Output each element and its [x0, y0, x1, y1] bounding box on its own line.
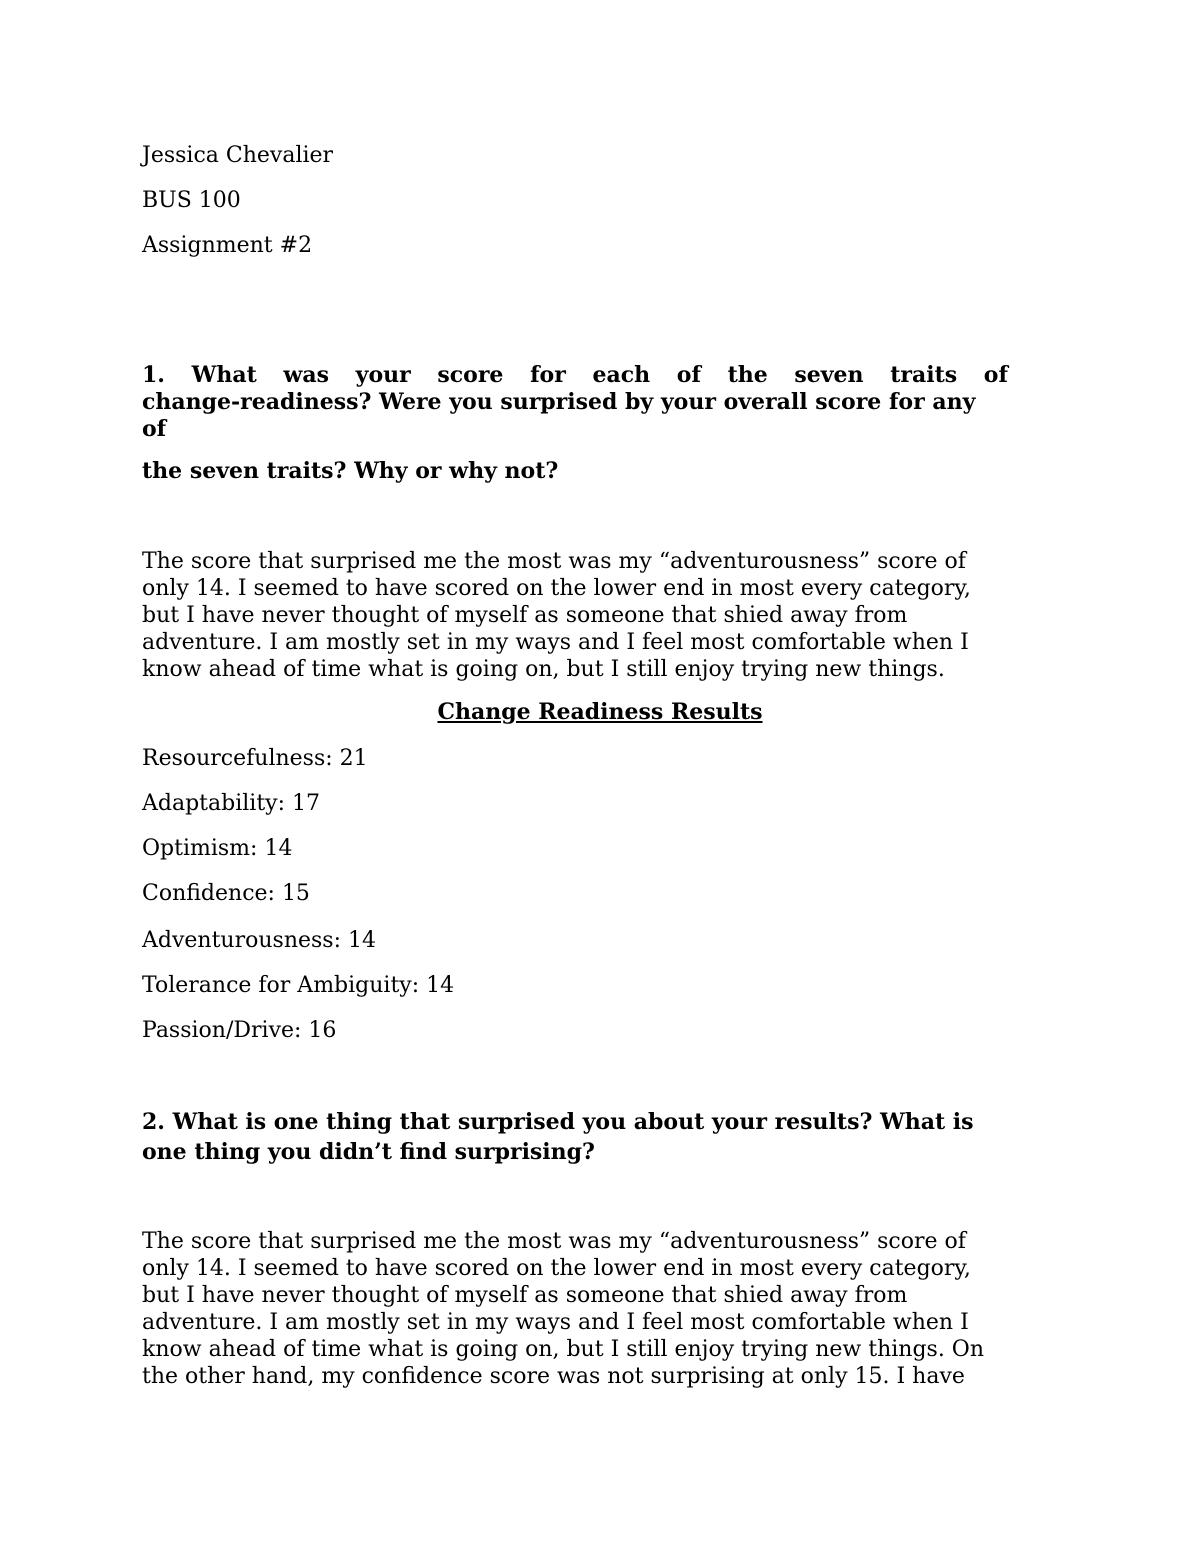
q1-word: for [530, 362, 566, 388]
question-1-line-4: the seven traits? Why or why not? [142, 458, 559, 484]
answer-2-line: the other hand, my confidence score was not surprising at only 15. I have [142, 1364, 965, 1389]
q1-word: 1. [142, 362, 165, 388]
q1-word: your [355, 362, 411, 388]
answer-1-line: but I have never thought of myself as someone that shied away from [142, 603, 908, 628]
question-1-line-1 [142, 362, 1008, 389]
answer-2-line: but I have never thought of myself as someone that shied away from [142, 1283, 908, 1308]
question-1-line-3: of [142, 416, 167, 442]
answer-1-line: adventure. I am mostly set in my ways and I feel most comfortable when I [142, 630, 969, 655]
q1-word: What [191, 362, 257, 388]
assignment-title: Assignment #2 [142, 233, 313, 258]
answer-2-line: adventure. I am mostly set in my ways and I feel most comfortable when I [142, 1310, 969, 1335]
question-2 [142, 1107, 1042, 1167]
result-optimism: Optimism: 14 [142, 836, 293, 861]
result-adventurousness: Adventurousness: 14 [142, 928, 376, 953]
answer-1-line: only 14. I seemed to have scored on the lower end in most every category, [142, 576, 971, 601]
answer-2-line: know ahead of time what is going on, but I still enjoy trying new things. On [142, 1337, 985, 1362]
q1-word: was [283, 362, 329, 388]
student-name: Jessica Chevalier [142, 143, 334, 168]
answer-2 [142, 1228, 1042, 1390]
result-adaptability: Adaptability: 17 [142, 791, 320, 816]
results-heading: Change Readiness Results [437, 699, 763, 725]
q1-word: each [592, 362, 651, 388]
question-2-line: 2. What is one thing that surprised you about your results? What is [142, 1109, 974, 1135]
q1-word: of [983, 362, 1008, 388]
q1-word: of [676, 362, 701, 388]
result-passion-drive: Passion/Drive: 16 [142, 1018, 337, 1043]
q1-word: score [437, 362, 504, 388]
q1-word: seven [794, 362, 864, 388]
answer-2-line: only 14. I seemed to have scored on the lower end in most every category, [142, 1256, 971, 1281]
course-code: BUS 100 [142, 188, 241, 213]
result-resourcefulness: Resourcefulness: 21 [142, 746, 368, 771]
answer-1 [142, 548, 1042, 683]
answer-1-line: The score that surprised me the most was my “adventurousness” score of [142, 549, 966, 574]
result-tolerance-for-ambiguity: Tolerance for Ambiguity: 14 [142, 973, 455, 998]
answer-1-line: know ahead of time what is going on, but I still enjoy trying new things. [142, 657, 945, 682]
result-confidence: Confidence: 15 [142, 881, 310, 906]
question-1-line-2: change-readiness? Were you surprised by your overall score for any [142, 389, 976, 415]
q1-word: the [727, 362, 768, 388]
question-2-line: one thing you didn’t find surprising? [142, 1139, 595, 1165]
answer-2-line: The score that surprised me the most was my “adventurousness” score of [142, 1229, 966, 1254]
question-1 [142, 362, 1008, 485]
q1-word: traits [890, 362, 958, 388]
